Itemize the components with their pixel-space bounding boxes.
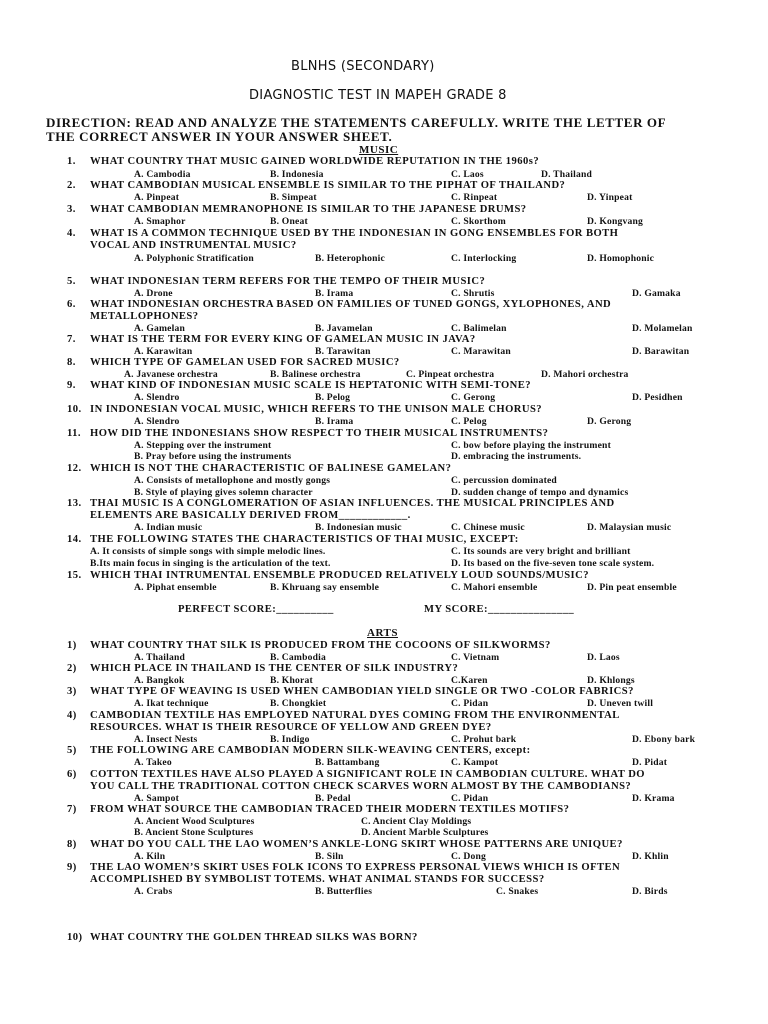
- option-a: A. Karawitan: [134, 346, 193, 357]
- option-c: C. Mahori ensemble: [451, 582, 538, 593]
- question-number: 7): [67, 804, 77, 815]
- option-d: D. Kongvang: [587, 216, 644, 227]
- question-text: THE FOLLOWING STATES THE CHARACTERISTICS OF THAI MUSIC, EXCEPT:: [90, 534, 519, 545]
- option-b: B. Siln: [315, 851, 344, 862]
- option-a: A. Bangkok: [134, 675, 185, 686]
- question-number: 12.: [67, 463, 82, 474]
- option-b: B.Its main focus in singing is the articulation of the text.: [90, 558, 331, 569]
- question-number: 4): [67, 710, 77, 721]
- option-a: A. Cambodia: [134, 169, 191, 180]
- option-b: B. Pelog: [315, 392, 351, 403]
- option-b: B. Heterophonic: [315, 253, 385, 264]
- option-d: D. Yinpeat: [587, 192, 633, 203]
- option-c: C. Skorthom: [451, 216, 506, 227]
- option-d: D. Khlongs: [587, 675, 635, 686]
- question-text: WHAT KIND OF INDONESIAN MUSIC SCALE IS HEPTATONIC WITH SEMI-TONE?: [90, 380, 532, 391]
- option-d: D. Pidat: [632, 757, 668, 768]
- option-a: A. Drone: [134, 288, 173, 299]
- question-text: WHAT COUNTRY THE GOLDEN THREAD SILKS WAS BORN?: [90, 932, 418, 943]
- option-d: D. Gerong: [587, 416, 632, 427]
- question-number: 6): [67, 769, 77, 780]
- option-c: C. Pelog: [451, 416, 487, 427]
- option-a: A. Kiln: [134, 851, 166, 862]
- question-number: 5): [67, 745, 77, 756]
- option-d: D. Pin peat ensemble: [587, 582, 677, 593]
- option-a: A. Javanese orchestra: [124, 369, 218, 380]
- question-text: THE LAO WOMEN’S SKIRT USES FOLK ICONS TO EXPRESS PERSONAL VIEWS WHICH IS OFTEN: [90, 862, 621, 873]
- question-text: THE FOLLOWING ARE CAMBODIAN MODERN SILK-WEAVING CENTERS, except:: [90, 745, 531, 756]
- question-text: WHAT COUNTRY THAT SILK IS PRODUCED FROM THE COCOONS OF SILKWORMS?: [90, 640, 551, 651]
- option-b: B. Indigo: [270, 734, 310, 745]
- question-number: 8.: [67, 357, 76, 368]
- question-text-cont: YOU CALL THE TRADITIONAL COTTON CHECK SCARVES WORN ALMOST BY THE CAMBODIANS?: [90, 781, 632, 792]
- option-a: A. Slendro: [134, 416, 180, 427]
- perfect-score-field: PERFECT SCORE:__________: [178, 604, 334, 615]
- option-c: C. Marawitan: [451, 346, 511, 357]
- option-d: D. Birds: [632, 886, 668, 897]
- option-d: D. Molamelan: [632, 323, 693, 334]
- option-a: A. Crabs: [134, 886, 173, 897]
- option-b: B. Style of playing gives solemn character: [134, 487, 313, 498]
- question-number: 10): [67, 932, 83, 943]
- option-b: B. Oneat: [270, 216, 308, 227]
- arts-heading: ARTS: [367, 627, 398, 639]
- question-text: WHICH TYPE OF GAMELAN USED FOR SACRED MUSIC?: [90, 357, 400, 368]
- option-b: B. Tarawitan: [315, 346, 371, 357]
- question-text: WHICH PLACE IN THAILAND IS THE CENTER OF SILK INDUSTRY?: [90, 663, 459, 674]
- option-c: C. Chinese music: [451, 522, 525, 533]
- option-b: B. Butterflies: [315, 886, 373, 897]
- option-a: A. Ikat technique: [134, 698, 209, 709]
- option-c: C. bow before playing the instrument: [451, 440, 611, 451]
- question-number: 8): [67, 839, 77, 850]
- option-d: D. Khlin: [632, 851, 669, 862]
- question-text: FROM WHAT SOURCE THE CAMBODIAN TRACED THEIR MODERN TEXTILES MOTIFS?: [90, 804, 570, 815]
- option-a: A. Sampot: [134, 793, 179, 804]
- option-c: C. Interlocking: [451, 253, 517, 264]
- question-text: WHAT INDONESIAN TERM REFERS FOR THE TEMPO OF THEIR MUSIC?: [90, 276, 486, 287]
- option-c: C. Ancient Clay Moldings: [361, 816, 472, 827]
- option-c: C.Karen: [451, 675, 488, 686]
- question-text: WHAT CAMBODIAN MUSICAL ENSEMBLE IS SIMILAR TO THE PIPHAT OF THAILAND?: [90, 180, 566, 191]
- option-b: B. Simpeat: [270, 192, 317, 203]
- option-a: A. Ancient Wood Sculptures: [134, 816, 255, 827]
- option-d: D. Laos: [587, 652, 620, 663]
- option-d: D. Pesidhen: [632, 392, 683, 403]
- option-d: D. sudden change of tempo and dynamics: [451, 487, 629, 498]
- option-a: A. Slendro: [134, 392, 180, 403]
- option-b: B. Chongkiet: [270, 698, 327, 709]
- option-c: C. Its sounds are very bright and brilliant: [451, 546, 631, 557]
- option-d: D. Mahori orchestra: [541, 369, 629, 380]
- option-d: D. Homophonic: [587, 253, 655, 264]
- option-c: C. Dong: [451, 851, 486, 862]
- option-c: C. Gerong: [451, 392, 496, 403]
- question-number: 5.: [67, 276, 76, 287]
- question-number: 13.: [67, 498, 82, 509]
- option-c: C. Pidan: [451, 698, 489, 709]
- question-text: WHAT DO YOU CALL THE LAO WOMEN’S ANKLE-LONG SKIRT WHOSE PATTERNS ARE UNIQUE?: [90, 839, 623, 850]
- question-text: COTTON TEXTILES HAVE ALSO PLAYED A SIGNIFICANT ROLE IN CAMBODIAN CULTURE. WHAT DO: [90, 769, 645, 780]
- option-c: C. Prohut bark: [451, 734, 517, 745]
- option-c: C. Laos: [451, 169, 484, 180]
- option-d: D. Uneven twill: [587, 698, 654, 709]
- option-d: D. Malaysian music: [587, 522, 672, 533]
- option-c: C. Rinpeat: [451, 192, 498, 203]
- option-d: D. embracing the instruments.: [451, 451, 582, 462]
- option-b: B. Balinese orchestra: [270, 369, 361, 380]
- question-number: 4.: [67, 228, 76, 239]
- question-number: 15.: [67, 570, 82, 581]
- option-c: C. Pinpeat orchestra: [406, 369, 495, 380]
- option-b: B. Irama: [315, 288, 354, 299]
- option-a: A. Stepping over the instrument: [134, 440, 272, 451]
- question-text: IN INDONESIAN VOCAL MUSIC, WHICH REFERS TO THE UNISON MALE CHORUS?: [90, 404, 543, 415]
- option-b: B. Pedal: [315, 793, 351, 804]
- question-text-cont: VOCAL AND INSTRUMENTAL MUSIC?: [90, 240, 297, 251]
- question-text: WHICH THAI INTRUMENTAL ENSEMBLE PRODUCED RELATIVELY LOUD SOUNDS/MUSIC?: [90, 570, 589, 581]
- option-d: D. Gamaka: [632, 288, 681, 299]
- option-b: B. Cambodia: [270, 652, 327, 663]
- option-b: B. Khruang say ensemble: [270, 582, 380, 593]
- option-d: D. Ebony bark: [632, 734, 696, 745]
- question-text: WHICH IS NOT THE CHARACTERISTIC OF BALINESE GAMELAN?: [90, 463, 452, 474]
- question-number: 2.: [67, 180, 76, 191]
- question-number: 1.: [67, 156, 76, 167]
- question-text: WHAT TYPE OF WEAVING IS USED WHEN CAMBODIAN YIELD SINGLE OR TWO -COLOR FABRICS?: [90, 686, 634, 697]
- question-text: WHAT CAMBODIAN MEMRANOPHONE IS SIMILAR TO THE JAPANESE DRUMS?: [90, 204, 527, 215]
- question-number: 10.: [67, 404, 82, 415]
- question-text-cont: ACCOMPLISHED BY SYMBOLIST TOTEMS. WHAT ANIMAL STANDS FOR SUCCESS?: [90, 874, 545, 885]
- option-a: A. Indian music: [134, 522, 203, 533]
- option-b: B. Pray before using the instruments: [134, 451, 292, 462]
- question-number: 9): [67, 862, 77, 873]
- option-d: D. Thailand: [541, 169, 593, 180]
- option-b: B. Khorat: [270, 675, 313, 686]
- question-number: 2): [67, 663, 77, 674]
- option-b: B. Javamelan: [315, 323, 373, 334]
- option-d: D. Ancient Marble Sculptures: [361, 827, 489, 838]
- option-c: C. Vietnam: [451, 652, 500, 663]
- option-a: A. Polyphonic Stratification: [134, 253, 254, 264]
- question-number: 11.: [67, 428, 82, 439]
- question-text: WHAT COUNTRY THAT MUSIC GAINED WORLDWIDE REPUTATION IN THE 1960s?: [90, 156, 540, 167]
- question-text: THAI MUSIC IS A CONGLOMERATION OF ASIAN INFLUENCES. THE MUSICAL PRINCIPLES AND: [90, 498, 615, 509]
- question-text-cont: RESOURCES. WHAT IS THEIR RESOURCE OF YELLOW AND GREEN DYE?: [90, 722, 492, 733]
- option-c: C. Snakes: [496, 886, 539, 897]
- music-heading: MUSIC: [359, 144, 399, 156]
- test-title: DIAGNOSTIC TEST IN MAPEH GRADE 8: [249, 88, 507, 103]
- question-number: 1): [67, 640, 77, 651]
- option-a: A. Gamelan: [134, 323, 186, 334]
- option-a: A. Piphat ensemble: [134, 582, 217, 593]
- direction-line-2: THE CORRECT ANSWER IN YOUR ANSWER SHEET.: [46, 129, 393, 144]
- question-text: WHAT INDONESIAN ORCHESTRA BASED ON FAMILIES OF TUNED GONGS, XYLOPHONES, AND: [90, 299, 612, 310]
- question-text-cont: METALLOPHONES?: [90, 311, 199, 322]
- option-d: D. Barawitan: [632, 346, 690, 357]
- question-number: 6.: [67, 299, 76, 310]
- option-a: A. Insect Nests: [134, 734, 198, 745]
- school-name: BLNHS (SECONDARY): [291, 59, 435, 74]
- option-a: A. Thailand: [134, 652, 186, 663]
- option-a: A. Takeo: [134, 757, 172, 768]
- option-c: C. Kampot: [451, 757, 499, 768]
- question-text: CAMBODIAN TEXTILE HAS EMPLOYED NATURAL DYES COMING FROM THE ENVIRONMENTAL: [90, 710, 620, 721]
- option-a: A. Pinpeat: [134, 192, 180, 203]
- option-c: C. Shrutis: [451, 288, 495, 299]
- option-b: B. Indonesian music: [315, 522, 402, 533]
- direction-line-1: DIRECTION: READ AND ANALYZE THE STATEMENTS CAREFULLY. WRITE THE LETTER OF: [46, 115, 667, 130]
- option-b: B. Ancient Stone Sculptures: [134, 827, 254, 838]
- question-number: 7.: [67, 334, 76, 345]
- question-number: 3.: [67, 204, 76, 215]
- option-b: B. Indonesia: [270, 169, 324, 180]
- option-a: A. Consists of metallophone and mostly gongs: [134, 475, 331, 486]
- option-a: A. It consists of simple songs with simple melodic lines.: [90, 546, 326, 557]
- question-text-cont: ELEMENTS ARE BASICALLY DERIVED FROM____________.: [90, 510, 411, 521]
- question-text: WHAT IS THE TERM FOR EVERY KING OF GAMELAN MUSIC IN JAVA?: [90, 334, 476, 345]
- option-d: D. Krama: [632, 793, 675, 804]
- option-d: D. Its based on the five-seven tone scale system.: [451, 558, 655, 569]
- question-text: WHAT IS A COMMON TECHNIQUE USED BY THE INDONESIAN IN GONG ENSEMBLES FOR BOTH: [90, 228, 619, 239]
- option-c: C. Pidan: [451, 793, 489, 804]
- option-c: C. Balimelan: [451, 323, 507, 334]
- option-a: A. Smaphor: [134, 216, 186, 227]
- question-number: 14.: [67, 534, 82, 545]
- question-number: 3): [67, 686, 77, 697]
- question-number: 9.: [67, 380, 76, 391]
- option-b: B. Battambang: [315, 757, 380, 768]
- option-b: B. Irama: [315, 416, 354, 427]
- question-text: HOW DID THE INDONESIANS SHOW RESPECT TO THEIR MUSICAL INSTRUMENTS?: [90, 428, 549, 439]
- option-c: C. percussion dominated: [451, 475, 557, 486]
- my-score-field: MY SCORE:_______________: [424, 604, 575, 615]
